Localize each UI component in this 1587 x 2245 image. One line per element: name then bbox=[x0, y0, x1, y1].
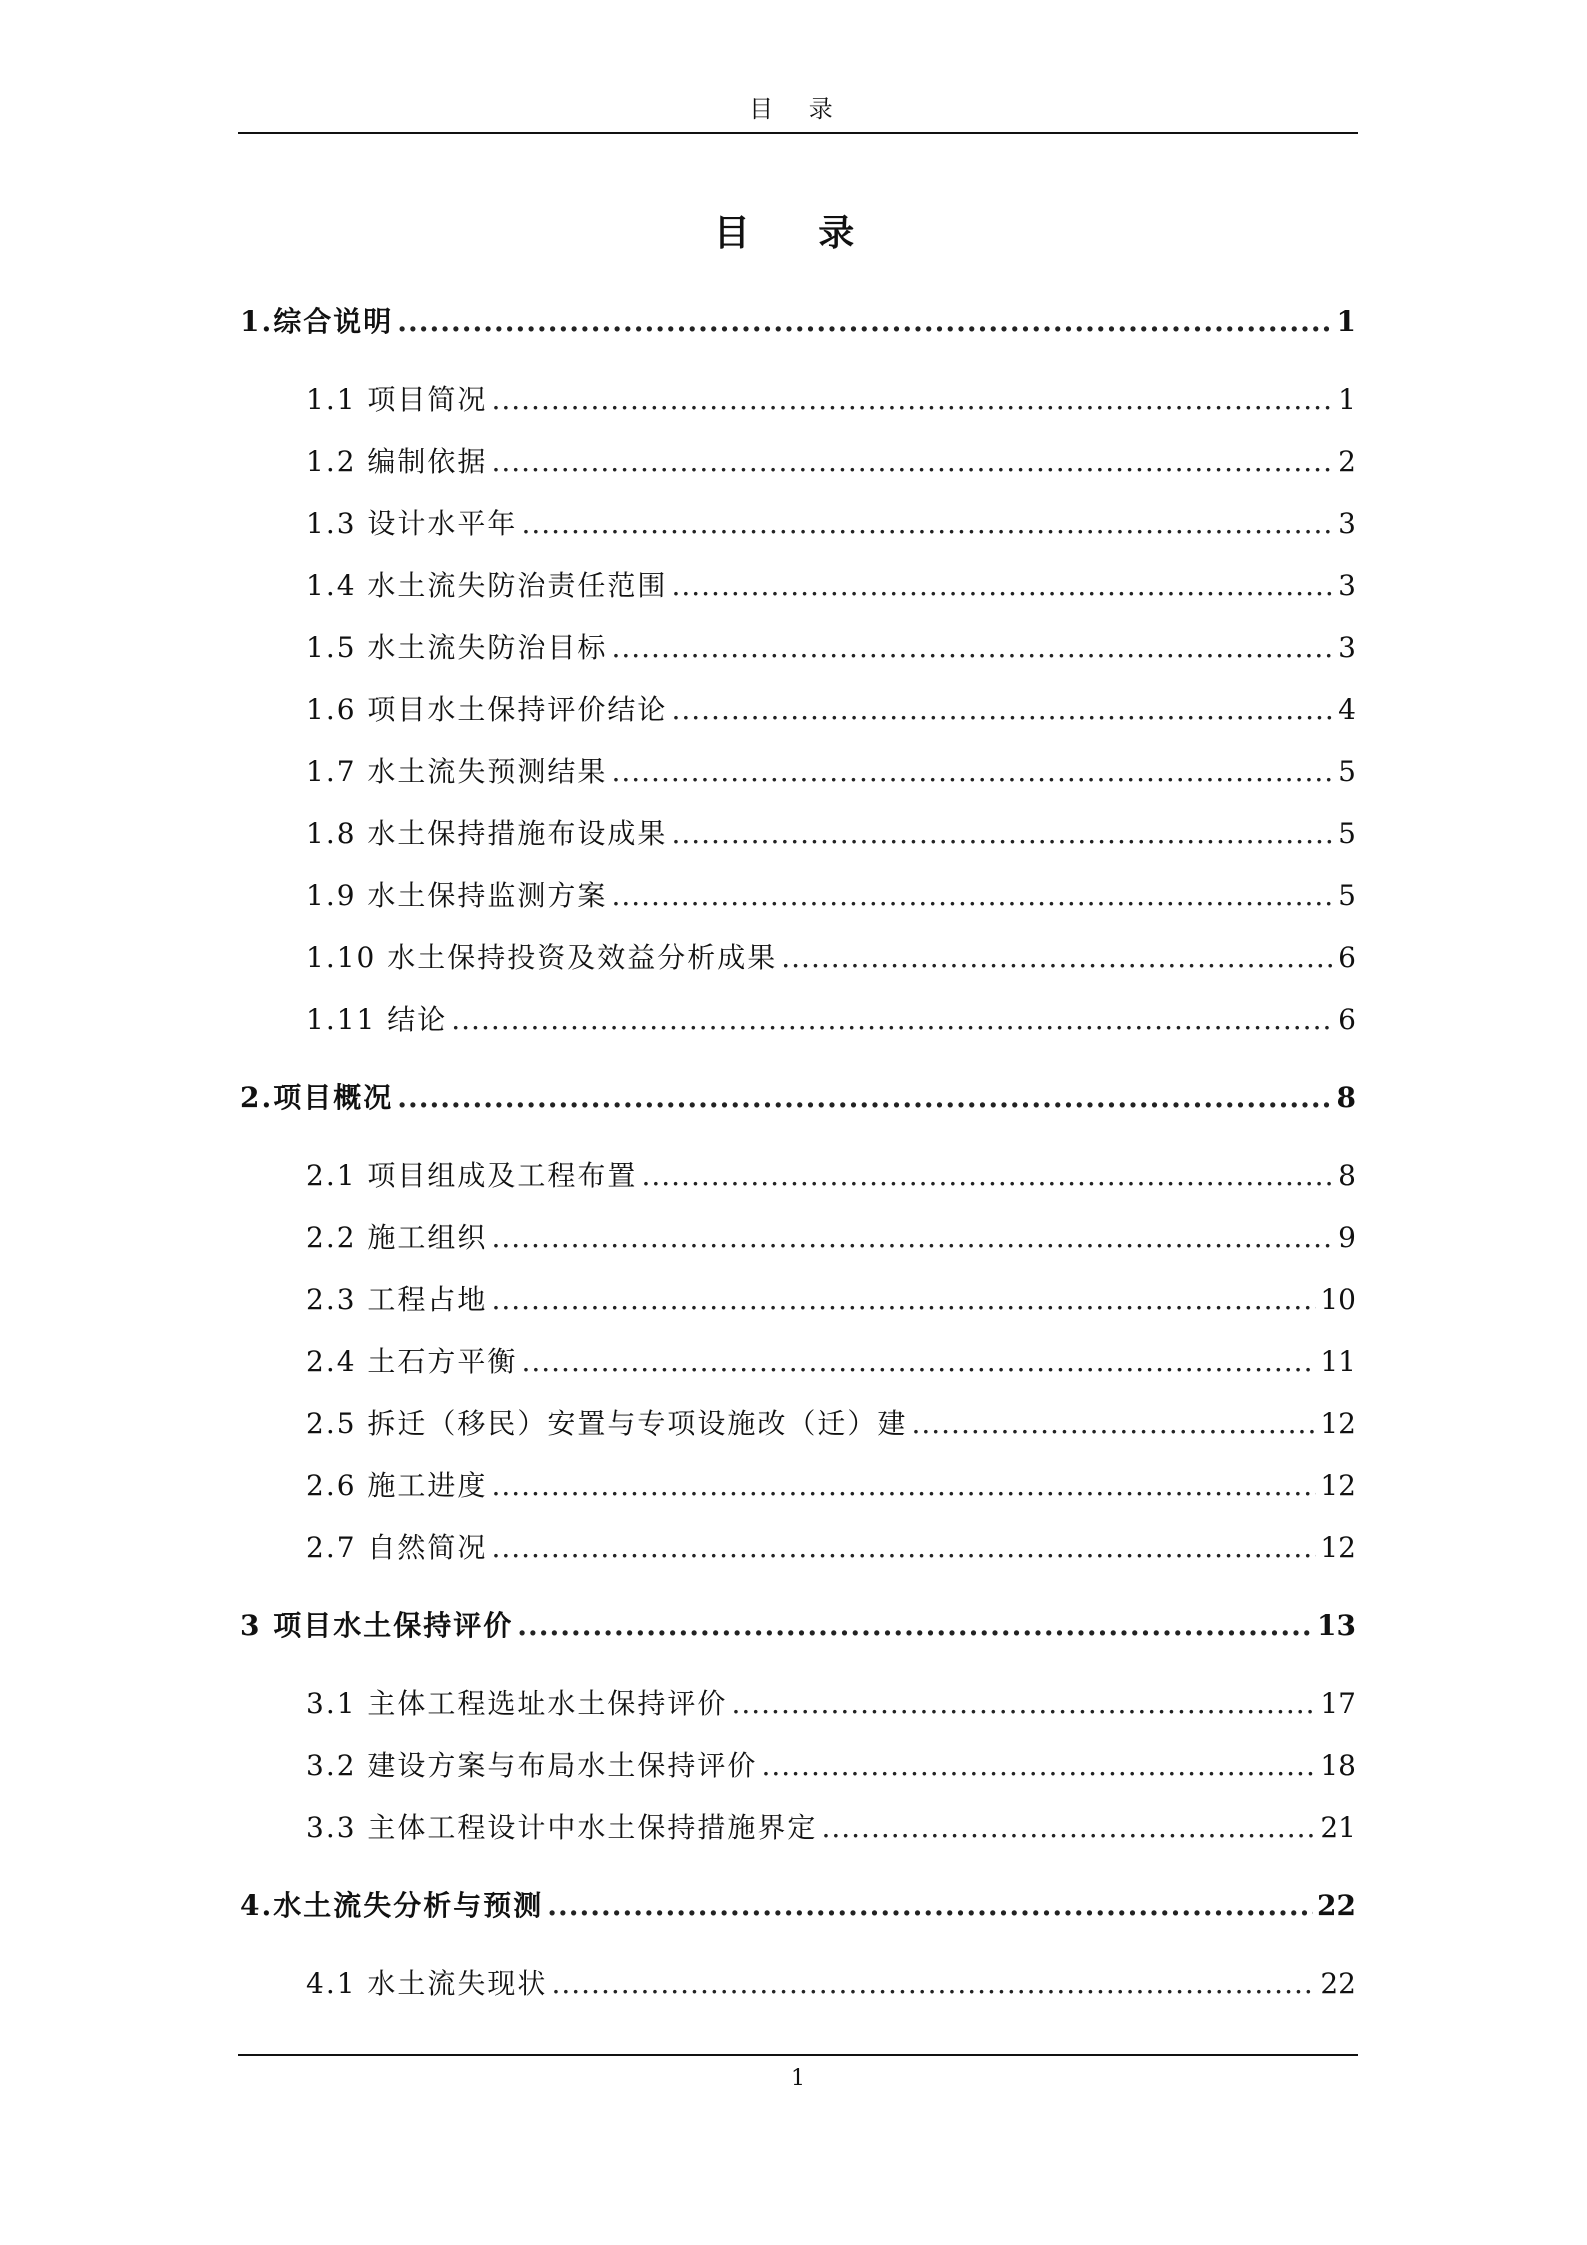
toc-entry-label: 1.7 水土流失预测结果 bbox=[306, 755, 608, 788]
toc-entry-label: 1.9 水土保持监测方案 bbox=[306, 879, 608, 912]
toc-dot-leader bbox=[671, 566, 1334, 606]
toc-dot-leader bbox=[521, 504, 1334, 544]
toc-entry-label: 3.1 主体工程选址水土保持评价 bbox=[306, 1687, 728, 1720]
toc-entry-page-number: 9 bbox=[1338, 1221, 1356, 1254]
toc-entry-label: 2.4 土石方平衡 bbox=[306, 1345, 518, 1378]
toc-section-entry[interactable] bbox=[306, 380, 1356, 420]
toc-entry-label: 2.项目概况 bbox=[240, 1081, 394, 1114]
toc-section-entry[interactable] bbox=[306, 1808, 1356, 1848]
toc-dot-leader bbox=[611, 876, 1334, 916]
toc-dot-leader bbox=[641, 1156, 1334, 1196]
toc-entry-page-number: 18 bbox=[1320, 1749, 1356, 1782]
toc-dot-leader bbox=[611, 752, 1334, 792]
toc-section-entry[interactable] bbox=[306, 1746, 1356, 1786]
running-header: 目 录 bbox=[749, 95, 847, 123]
toc-entry-label: 2.7 自然简况 bbox=[306, 1531, 488, 1564]
toc-entry-page-number: 12 bbox=[1320, 1469, 1356, 1502]
toc-dot-leader bbox=[671, 814, 1334, 854]
toc-entry-label: 3.3 主体工程设计中水土保持措施界定 bbox=[306, 1811, 818, 1844]
toc-section-entry[interactable] bbox=[306, 1156, 1356, 1196]
toc-dot-leader bbox=[547, 1886, 1313, 1926]
toc-entry-page-number: 6 bbox=[1338, 941, 1356, 974]
toc-section-entry[interactable] bbox=[306, 1964, 1356, 2004]
toc-entry-label: 1.4 水土流失防治责任范围 bbox=[306, 569, 668, 602]
toc-dot-leader bbox=[911, 1404, 1316, 1444]
toc-section-entry[interactable] bbox=[306, 1466, 1356, 1506]
toc-entry-label: 3 项目水土保持评价 bbox=[240, 1609, 514, 1642]
toc-section-entry[interactable] bbox=[306, 1342, 1356, 1382]
toc-entry-label: 1.1 项目简况 bbox=[306, 383, 488, 416]
toc-entry-page-number: 3 bbox=[1338, 569, 1356, 602]
toc-section-entry[interactable] bbox=[306, 1528, 1356, 1568]
toc-section-entry[interactable] bbox=[306, 1000, 1356, 1040]
toc-entry-label: 1.6 项目水土保持评价结论 bbox=[306, 693, 668, 726]
toc-dot-leader bbox=[781, 938, 1334, 978]
toc-dot-leader bbox=[397, 1078, 1332, 1118]
toc-section-entry[interactable] bbox=[306, 1404, 1356, 1444]
toc-dot-leader bbox=[491, 1218, 1334, 1258]
toc-entry-label: 2.2 施工组织 bbox=[306, 1221, 488, 1254]
toc-dot-leader bbox=[761, 1746, 1316, 1786]
toc-chapter-entry[interactable] bbox=[240, 1886, 1356, 1926]
toc-dot-leader bbox=[517, 1606, 1313, 1646]
toc-entry-page-number: 5 bbox=[1338, 879, 1356, 912]
toc-entry-label: 1.综合说明 bbox=[240, 305, 394, 338]
toc-dot-leader bbox=[491, 442, 1334, 482]
toc-chapter-entry[interactable] bbox=[240, 1078, 1356, 1118]
toc-chapter-entry[interactable] bbox=[240, 302, 1356, 342]
toc-entry-page-number: 1 bbox=[1336, 305, 1356, 338]
toc-section-entry[interactable] bbox=[306, 752, 1356, 792]
toc-entry-page-number: 5 bbox=[1338, 755, 1356, 788]
header-rule bbox=[238, 132, 1358, 134]
toc-section-entry[interactable] bbox=[306, 814, 1356, 854]
toc-dot-leader bbox=[671, 690, 1334, 730]
toc-entry-page-number: 8 bbox=[1336, 1081, 1356, 1114]
toc-entry-page-number: 6 bbox=[1338, 1003, 1356, 1036]
toc-section-entry[interactable] bbox=[306, 1684, 1356, 1724]
toc-entry-page-number: 3 bbox=[1338, 631, 1356, 664]
toc-entry-label: 1.8 水土保持措施布设成果 bbox=[306, 817, 668, 850]
toc-entry-label: 1.5 水土流失防治目标 bbox=[306, 631, 608, 664]
toc-dot-leader bbox=[397, 302, 1332, 342]
toc-dot-leader bbox=[611, 628, 1334, 668]
toc-entry-label: 3.2 建设方案与布局水土保持评价 bbox=[306, 1749, 758, 1782]
toc-section-entry[interactable] bbox=[306, 876, 1356, 916]
toc-entry-label: 1.3 设计水平年 bbox=[306, 507, 518, 540]
toc-entry-page-number: 4 bbox=[1338, 693, 1356, 726]
toc-entry-label: 2.6 施工进度 bbox=[306, 1469, 488, 1502]
toc-dot-leader bbox=[451, 1000, 1334, 1040]
toc-entry-page-number: 3 bbox=[1338, 507, 1356, 540]
toc-title: 目 录 bbox=[713, 212, 883, 254]
toc-entry-page-number: 2 bbox=[1338, 445, 1356, 478]
toc-section-entry[interactable] bbox=[306, 504, 1356, 544]
toc-dot-leader bbox=[731, 1684, 1316, 1724]
toc-entry-label: 4.水土流失分析与预测 bbox=[240, 1889, 544, 1922]
toc-entry-label: 4.1 水土流失现状 bbox=[306, 1967, 548, 2000]
toc-entry-page-number: 1 bbox=[1338, 383, 1356, 416]
toc-dot-leader bbox=[821, 1808, 1316, 1848]
toc-dot-leader bbox=[491, 1528, 1316, 1568]
toc-chapter-entry[interactable] bbox=[240, 1606, 1356, 1646]
toc-entry-label: 1.11 结论 bbox=[306, 1003, 448, 1036]
toc-entry-label: 1.2 编制依据 bbox=[306, 445, 488, 478]
toc-dot-leader bbox=[521, 1342, 1316, 1382]
footer-rule bbox=[238, 2054, 1358, 2056]
toc-section-entry[interactable] bbox=[306, 566, 1356, 606]
toc-entry-page-number: 5 bbox=[1338, 817, 1356, 850]
toc-entry-page-number: 8 bbox=[1338, 1159, 1356, 1192]
toc-dot-leader bbox=[491, 380, 1334, 420]
toc-entry-page-number: 17 bbox=[1320, 1687, 1356, 1720]
toc-dot-leader bbox=[551, 1964, 1316, 2004]
toc-entry-label: 2.1 项目组成及工程布置 bbox=[306, 1159, 638, 1192]
toc-entry-page-number: 22 bbox=[1320, 1967, 1356, 2000]
toc-entry-label: 1.10 水土保持投资及效益分析成果 bbox=[306, 941, 778, 974]
toc-entry-label: 2.5 拆迁（移民）安置与专项设施改（迁）建 bbox=[306, 1407, 908, 1440]
toc-section-entry[interactable] bbox=[306, 690, 1356, 730]
toc-entry-page-number: 12 bbox=[1320, 1531, 1356, 1564]
toc-entry-page-number: 12 bbox=[1320, 1407, 1356, 1440]
toc-section-entry[interactable] bbox=[306, 1218, 1356, 1258]
toc-dot-leader bbox=[491, 1466, 1316, 1506]
toc-entry-page-number: 22 bbox=[1317, 1889, 1356, 1922]
toc-dot-leader bbox=[491, 1280, 1316, 1320]
toc-entry-page-number: 10 bbox=[1320, 1283, 1356, 1316]
toc-entry-page-number: 21 bbox=[1320, 1811, 1356, 1844]
page-number: 1 bbox=[791, 2066, 805, 2091]
toc-entry-page-number: 11 bbox=[1320, 1345, 1356, 1378]
toc-section-entry[interactable] bbox=[306, 1280, 1356, 1320]
toc-section-entry[interactable] bbox=[306, 628, 1356, 668]
toc-section-entry[interactable] bbox=[306, 442, 1356, 482]
toc-entry-page-number: 13 bbox=[1317, 1609, 1356, 1642]
toc-entry-label: 2.3 工程占地 bbox=[306, 1283, 488, 1316]
toc-section-entry[interactable] bbox=[306, 938, 1356, 978]
